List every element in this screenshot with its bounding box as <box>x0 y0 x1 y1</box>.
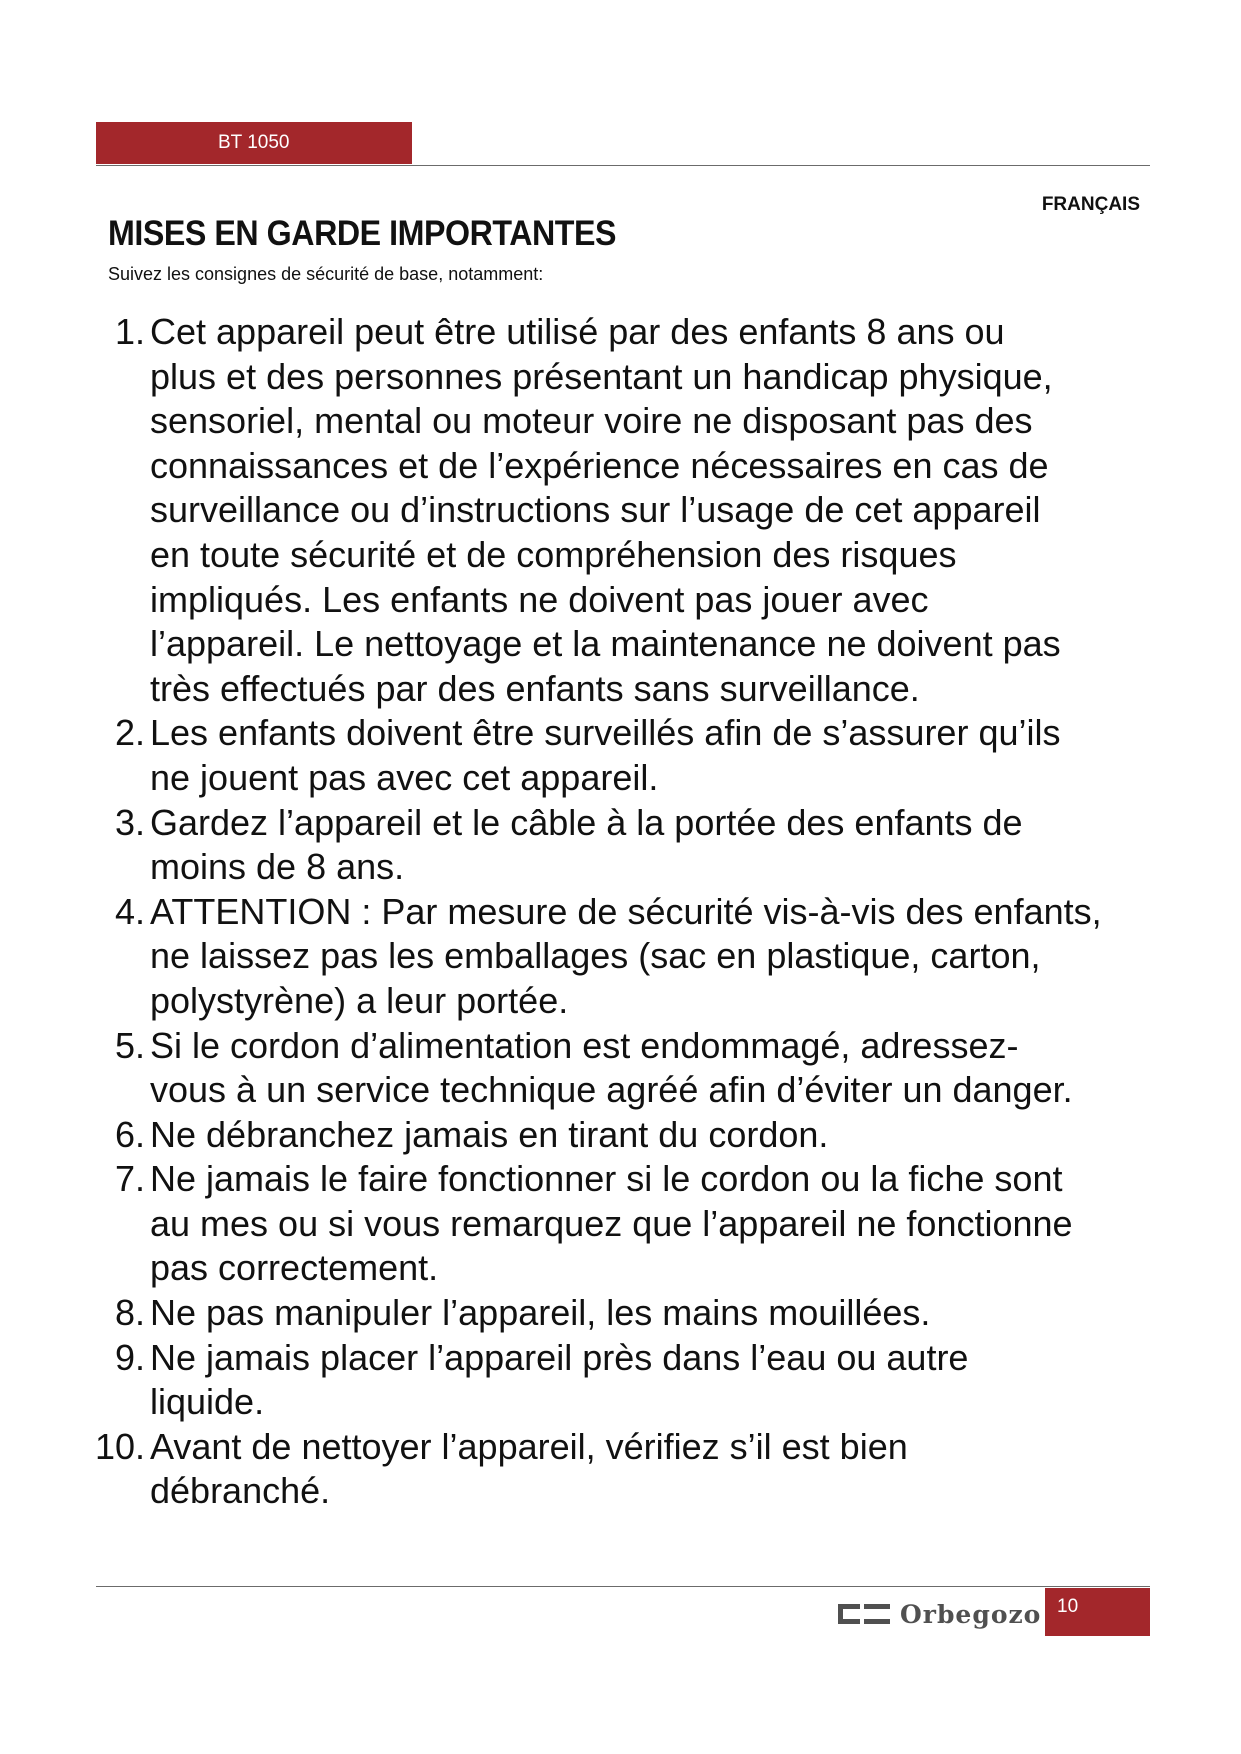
page-number-box <box>1045 1588 1150 1636</box>
brand-mark-icon <box>838 1604 890 1624</box>
warning-item <box>0 1336 1150 1425</box>
warning-line: Ne jamais le faire fonctionner si le cordon ou la fiche sont <box>150 1158 1063 1200</box>
warning-item <box>0 890 1150 1024</box>
warning-line: plus et des personnes présentant un handicap physique, <box>150 355 1053 397</box>
brand-logo <box>838 1592 1041 1636</box>
warning-line: Ne pas manipuler l’appareil, les mains mouillées. <box>150 1292 931 1334</box>
warning-line: débranché. <box>150 1470 331 1512</box>
warning-number: 2. <box>114 712 145 754</box>
warning-number: 7. <box>114 1158 145 1200</box>
model-tab <box>96 122 412 164</box>
language-label: FRANÇAIS <box>1041 194 1140 215</box>
warning-item <box>0 310 1150 711</box>
warning-number: 4. <box>114 890 145 932</box>
warning-line: en toute sécurité et de compréhension des risques <box>150 533 957 575</box>
warning-item <box>0 1113 1150 1158</box>
warning-line: ATTENTION : Par mesure de sécurité vis-à-vis des enfants, <box>150 890 1102 932</box>
warning-line: ne jouent pas avec cet appareil. <box>150 756 659 798</box>
warning-line: liquide. <box>150 1381 265 1423</box>
warning-line: Si le cordon d’alimentation est endommagé, adressez- <box>150 1024 1019 1066</box>
warning-number: 6. <box>114 1113 145 1155</box>
page-subtitle: Suivez les consignes de sécurité de base, notamment: <box>108 264 544 284</box>
warning-line: Cet appareil peut être utilisé par des enfants 8 ans ou <box>150 311 1005 352</box>
warning-line: Gardez l’appareil et le câble à la portée des enfants de <box>150 801 1023 843</box>
brand-wordmark: Orbegozo <box>900 1599 1042 1629</box>
warning-item <box>0 1425 1150 1514</box>
warning-line: moins de 8 ans. <box>150 846 405 888</box>
warning-number: 9. <box>114 1336 145 1378</box>
model-label: BT 1050 <box>218 132 290 153</box>
header-divider <box>96 165 1150 166</box>
warning-line: vous à un service technique agréé afin d’éviter un danger. <box>150 1069 1073 1111</box>
page-number: 10 <box>1057 1596 1079 1617</box>
warning-line: polystyrène) a leur portée. <box>150 979 569 1021</box>
warning-line: Avant de nettoyer l’appareil, vérifiez s’il est bien <box>150 1425 908 1467</box>
warning-line: ne laissez pas les emballages (sac en plastique, carton, <box>150 935 1041 977</box>
warning-line: Ne jamais placer l’appareil près dans l’eau ou autre <box>150 1336 969 1378</box>
warning-item <box>0 1157 1150 1291</box>
warning-number: 10. <box>94 1425 145 1467</box>
warning-line: pas correctement. <box>150 1247 439 1289</box>
warning-number: 5. <box>114 1024 145 1066</box>
warning-number: 8. <box>114 1292 145 1334</box>
warning-item <box>0 1024 1150 1113</box>
warning-item <box>0 711 1150 800</box>
warning-line: sensoriel, mental ou moteur voire ne disposant pas des <box>150 400 1033 442</box>
warning-line: au mes ou si vous remarquez que l’appareil ne fonctionne <box>150 1202 1073 1244</box>
warnings-list <box>0 310 1150 1514</box>
warning-item <box>0 1291 1150 1336</box>
page-title: MISES EN GARDE IMPORTANTES <box>108 214 617 253</box>
warning-line: connaissances et de l’expérience nécessaires en cas de <box>150 444 1049 486</box>
warning-number: 3. <box>114 801 145 843</box>
warning-line: très effectués par des enfants sans surveillance. <box>150 667 920 709</box>
warning-line: l’appareil. Le nettoyage et la maintenance ne doivent pas <box>150 623 1061 665</box>
warning-line: impliqués. Les enfants ne doivent pas jouer avec <box>150 578 929 620</box>
warning-line: Ne débranchez jamais en tirant du cordon. <box>150 1113 829 1155</box>
warning-item <box>0 801 1150 890</box>
warning-line: surveillance ou d’instructions sur l’usage de cet appareil <box>150 489 1041 531</box>
warning-line: Les enfants doivent être surveillés afin de s’assurer qu’ils <box>150 712 1061 754</box>
footer-divider <box>96 1586 1150 1587</box>
warning-number: 1. <box>114 311 145 352</box>
